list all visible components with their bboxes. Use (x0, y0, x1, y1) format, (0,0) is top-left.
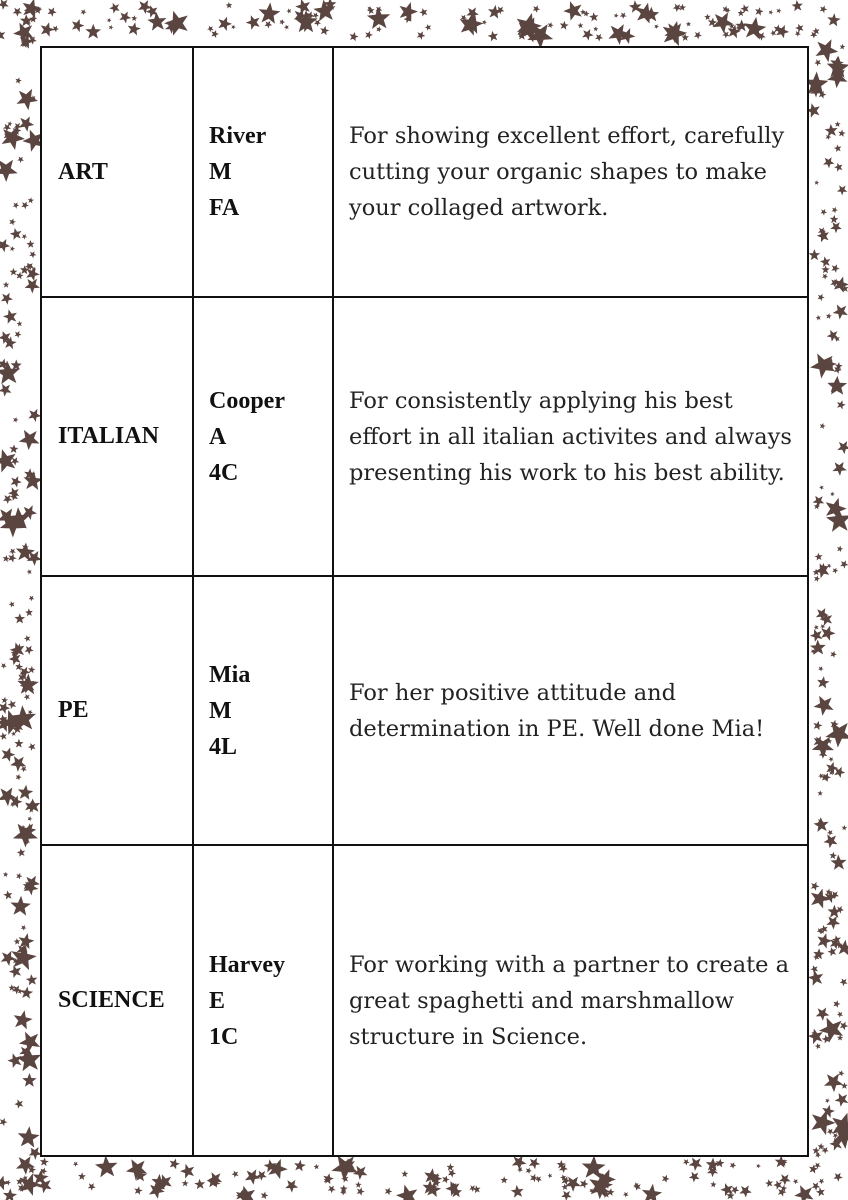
star-icon (795, 24, 803, 33)
star-icon (2, 748, 16, 762)
star-icon (81, 9, 87, 15)
star-icon (828, 947, 837, 956)
star-icon (815, 553, 823, 561)
star-icon (25, 279, 40, 294)
star-icon (824, 834, 838, 848)
star-icon (840, 560, 848, 568)
star-icon (673, 4, 682, 12)
star-icon (442, 1176, 450, 1184)
star-icon (765, 1179, 773, 1187)
star-icon (623, 1192, 629, 1198)
star-icon (13, 417, 18, 423)
star-icon (17, 321, 23, 327)
star-icon (365, 31, 373, 39)
star-icon (818, 773, 824, 779)
star-icon (809, 249, 821, 260)
student-cell (193, 845, 333, 1156)
star-icon (814, 180, 819, 185)
star-icon (28, 666, 35, 673)
star-icon (131, 15, 137, 21)
star-icon (170, 1159, 180, 1170)
star-icon (511, 1185, 524, 1198)
star-icon (500, 1176, 508, 1183)
star-icon (10, 246, 15, 251)
star-icon (810, 640, 826, 655)
star-icon (529, 1158, 541, 1170)
star-icon (0, 160, 18, 182)
star-icon (794, 1185, 813, 1200)
star-icon (589, 12, 598, 21)
star-icon (3, 555, 10, 562)
star-icon (26, 799, 40, 813)
star-icon (264, 21, 272, 29)
student-name: Harvey (209, 951, 285, 978)
star-icon (401, 1170, 408, 1177)
student-name: Cooper (209, 387, 285, 414)
star-icon (834, 145, 842, 153)
star-icon (10, 228, 22, 240)
star-icon (9, 965, 21, 978)
star-icon (828, 905, 842, 918)
star-icon (814, 576, 820, 582)
star-icon (662, 1175, 670, 1183)
star-icon (419, 8, 427, 16)
star-icon (769, 10, 774, 15)
star-icon (85, 24, 101, 39)
award-row-art (41, 47, 808, 297)
star-icon (812, 1182, 821, 1190)
star-icon (823, 157, 834, 168)
star-icon (280, 19, 286, 25)
star-icon (18, 1126, 40, 1147)
star-icon (828, 757, 833, 762)
star-icon (0, 0, 9, 10)
award-row-pe (41, 576, 808, 845)
star-icon (830, 215, 839, 223)
star-icon (835, 121, 841, 127)
star-icon (1, 663, 7, 669)
star-icon (756, 1164, 761, 1169)
star-icon (226, 2, 233, 9)
star-icon (563, 1, 582, 20)
star-icon (17, 157, 24, 164)
star-icon (825, 124, 838, 137)
star-icon (294, 1160, 306, 1172)
star-icon (466, 7, 479, 19)
star-icon (0, 1118, 7, 1126)
subject-cell: PE (41, 576, 193, 845)
star-icon (286, 8, 291, 13)
star-icon (560, 21, 569, 30)
student-initial: M (209, 697, 232, 724)
star-icon (95, 1155, 118, 1177)
star-icon (26, 240, 34, 248)
star-icon (13, 8, 23, 17)
star-icon (795, 31, 801, 37)
star-icon (72, 19, 84, 32)
star-icon (827, 376, 847, 395)
star-icon (773, 1180, 782, 1189)
star-icon (29, 251, 36, 258)
star-icon (822, 274, 828, 280)
star-icon (9, 601, 15, 607)
star-icon (107, 18, 112, 23)
star-icon (19, 430, 40, 450)
star-icon (11, 476, 22, 487)
star-icon (14, 938, 21, 945)
star-icon (679, 4, 686, 11)
star-icon (815, 1152, 821, 1158)
star-icon (385, 1188, 393, 1196)
student-initial: E (209, 987, 226, 1014)
star-icon (810, 629, 823, 642)
star-icon (10, 268, 18, 276)
star-icon (246, 15, 260, 30)
student-initial: M (209, 159, 232, 185)
star-icon (2, 126, 25, 150)
star-icon (208, 1172, 223, 1186)
star-icon (820, 209, 827, 216)
star-icon (25, 608, 33, 616)
reason-cell: For showing excellent effort, carefully cutting your organic shapes to make your collaged artwork. (333, 47, 808, 297)
star-icon (548, 22, 554, 28)
star-icon (52, 26, 59, 33)
star-icon (14, 331, 21, 338)
star-icon (21, 925, 27, 931)
star-icon (314, 1164, 320, 1170)
star-icon (837, 185, 848, 195)
star-icon (20, 766, 26, 772)
star-icon (14, 1099, 23, 1108)
star-icon (832, 207, 838, 213)
star-icon (642, 1184, 662, 1200)
subject-cell: SCIENCE (41, 845, 193, 1156)
star-icon (654, 24, 659, 29)
star-icon (218, 17, 232, 31)
star-icon (814, 625, 819, 630)
star-icon (686, 21, 691, 26)
star-icon (28, 816, 33, 821)
star-icon (818, 933, 833, 948)
star-icon (834, 1173, 843, 1182)
star-icon (840, 1022, 848, 1031)
star-icon (842, 825, 848, 831)
star-icon (425, 24, 431, 31)
star-icon (0, 732, 7, 740)
star-icon (533, 5, 540, 13)
star-icon (689, 1172, 700, 1183)
star-icon (792, 0, 803, 11)
star-icon (821, 626, 835, 641)
star-icon (17, 89, 39, 110)
star-icon (738, 10, 745, 17)
student-cell (193, 576, 333, 845)
student-class: FA (209, 195, 240, 221)
star-icon (0, 384, 12, 397)
star-icon (593, 26, 598, 31)
subject-cell: ITALIAN (41, 297, 193, 576)
star-icon (526, 1168, 532, 1174)
star-icon (825, 722, 848, 748)
star-icon (18, 785, 33, 800)
star-icon (211, 30, 219, 38)
student-class: 4L (209, 733, 238, 760)
student-name: River (209, 123, 267, 149)
star-icon (837, 441, 848, 454)
star-icon (704, 14, 711, 20)
star-icon (19, 1032, 40, 1053)
star-icon (164, 11, 188, 36)
star-icon (78, 1172, 86, 1180)
star-icon (3, 309, 17, 323)
star-icon (814, 59, 821, 66)
star-icon (834, 163, 842, 172)
star-icon (821, 265, 829, 273)
star-icon (28, 743, 36, 751)
star-icon (580, 1179, 589, 1188)
star-icon (730, 1162, 737, 1169)
star-icon (827, 1129, 834, 1136)
reason-cell: For her positive attitude and determination in PE. Well done Mia! (333, 576, 808, 845)
star-icon (814, 696, 834, 716)
star-icon (7, 1053, 21, 1068)
star-icon (820, 6, 828, 14)
star-icon (837, 546, 843, 553)
star-icon (182, 1180, 189, 1187)
star-icon (565, 1177, 581, 1192)
star-icon (22, 234, 28, 240)
student-class: 1C (209, 1023, 239, 1050)
student-initial: A (209, 423, 227, 450)
star-icon (547, 1173, 552, 1178)
star-icon (9, 444, 18, 453)
star-icon (285, 1180, 298, 1193)
star-icon (689, 1158, 703, 1172)
star-icon (837, 400, 846, 409)
award-row-italian (41, 297, 808, 576)
star-icon (376, 26, 382, 32)
star-icon (10, 896, 31, 916)
star-icon (21, 202, 29, 210)
star-icon (722, 31, 729, 38)
star-icon (396, 1185, 417, 1200)
star-icon (284, 25, 289, 30)
star-icon (20, 14, 33, 26)
star-icon (10, 642, 25, 657)
star-icon (530, 1174, 538, 1182)
star-icon (830, 651, 837, 658)
reason-cell: For consistently applying his best effort in all italian activites and always presenting his work to his best ability. (333, 297, 808, 576)
star-icon (21, 987, 33, 999)
star-icon (109, 25, 114, 30)
star-icon (820, 423, 826, 429)
star-icon (780, 1185, 787, 1192)
star-icon (776, 8, 781, 13)
star-icon (29, 596, 35, 602)
star-icon (825, 1098, 830, 1103)
star-icon (13, 202, 19, 209)
star-icon (357, 1187, 365, 1195)
star-icon (755, 7, 763, 16)
star-icon (180, 1164, 194, 1179)
star-icon (448, 1169, 456, 1177)
star-icon (48, 7, 57, 16)
star-icon (25, 646, 34, 655)
star-icon (17, 848, 25, 857)
star-icon (582, 29, 594, 41)
star-icon (816, 315, 821, 321)
star-icon (840, 44, 846, 50)
star-icon (3, 872, 8, 877)
star-icon (838, 130, 845, 137)
star-icon (840, 978, 848, 986)
star-icon (14, 739, 23, 748)
star-icon (614, 13, 619, 18)
star-icon (0, 29, 5, 41)
star-icon (827, 13, 840, 26)
star-icon (824, 1074, 843, 1093)
student-name: Mia (209, 661, 251, 688)
star-icon (694, 31, 702, 39)
star-icon (818, 666, 823, 671)
star-icon (15, 77, 22, 84)
star-icon (488, 31, 498, 42)
star-icon (739, 1185, 752, 1197)
star-icon (128, 22, 141, 35)
star-icon (259, 2, 281, 23)
star-icon (683, 1159, 690, 1165)
star-icon (818, 1179, 824, 1185)
star-icon (813, 721, 822, 730)
star-icon (14, 613, 25, 623)
star-icon (832, 462, 847, 476)
star-icon (353, 1166, 367, 1180)
star-icon (833, 1000, 840, 1008)
student-class: 4C (209, 459, 239, 486)
star-icon (231, 25, 236, 30)
star-icon (841, 1082, 848, 1089)
star-icon (26, 974, 37, 985)
star-icon (818, 790, 824, 796)
star-icon (0, 239, 10, 252)
star-icon (816, 1187, 825, 1196)
subject-cell: ART (41, 47, 193, 297)
star-icon (561, 1191, 572, 1200)
star-icon (811, 882, 820, 891)
star-icon (830, 492, 835, 497)
star-icon (256, 1171, 267, 1181)
star-icon (830, 852, 837, 859)
star-icon (820, 256, 831, 267)
star-icon (793, 1179, 799, 1185)
star-icon (134, 1186, 142, 1195)
star-icon (119, 12, 131, 24)
star-icon (812, 737, 834, 758)
star-icon (41, 22, 55, 37)
star-icon (837, 1011, 843, 1017)
star-icon (482, 20, 487, 25)
star-icon (577, 23, 583, 29)
star-icon (19, 116, 34, 131)
star-icon (24, 635, 31, 642)
star-icon (320, 26, 329, 35)
star-icon (14, 1010, 33, 1029)
star-icon (1, 697, 8, 704)
star-icon (831, 264, 839, 273)
star-icon (826, 313, 832, 319)
award-row-science (41, 845, 808, 1156)
star-icon (19, 933, 35, 949)
star-icon (832, 568, 838, 574)
star-icon (13, 824, 38, 848)
student-cell (193, 47, 333, 297)
star-icon (16, 873, 22, 880)
star-icon (1, 293, 13, 305)
star-icon (350, 32, 359, 41)
star-icon (535, 1176, 542, 1183)
star-icon (109, 3, 119, 14)
star-icon (633, 1183, 641, 1191)
star-icon (24, 694, 30, 701)
star-icon (261, 1192, 269, 1200)
star-icon (73, 1162, 78, 1167)
star-icon (417, 31, 426, 40)
star-icon (245, 1169, 261, 1185)
star-icon (27, 569, 32, 575)
star-icon (620, 13, 627, 19)
star-icon (3, 891, 12, 900)
star-icon (595, 34, 603, 42)
star-icon (9, 218, 16, 225)
star-icon (328, 1186, 336, 1194)
star-icon (819, 485, 824, 490)
star-icon (826, 916, 840, 930)
star-icon (3, 282, 10, 288)
star-icon (232, 1171, 239, 1178)
star-icon (835, 1093, 848, 1107)
star-icon (512, 1155, 527, 1170)
reason-cell: For working with a partner to create a great spaghetti and marshmallow structure in Science. (333, 845, 808, 1156)
star-icon (830, 222, 842, 233)
star-icon (194, 1179, 205, 1190)
star-icon (839, 1070, 845, 1076)
student-cell (193, 297, 333, 576)
star-icon (8, 700, 17, 709)
star-icon (707, 1167, 718, 1178)
star-icon (833, 305, 848, 320)
star-icon (355, 1181, 362, 1187)
star-icon (9, 548, 16, 555)
star-icon (16, 774, 22, 780)
star-icon (816, 39, 839, 62)
star-icon (815, 1043, 821, 1049)
star-icon (817, 676, 829, 688)
star-icon (28, 197, 34, 203)
star-icon (3, 1188, 17, 1200)
star-icon (207, 26, 214, 33)
star-icon (818, 294, 825, 301)
star-icon (341, 1175, 348, 1182)
star-icon (808, 970, 824, 986)
awards-table (40, 46, 809, 1157)
star-icon (40, 1157, 49, 1166)
star-icon (22, 1073, 36, 1087)
star-icon (710, 1181, 716, 1187)
star-icon (88, 1183, 96, 1191)
